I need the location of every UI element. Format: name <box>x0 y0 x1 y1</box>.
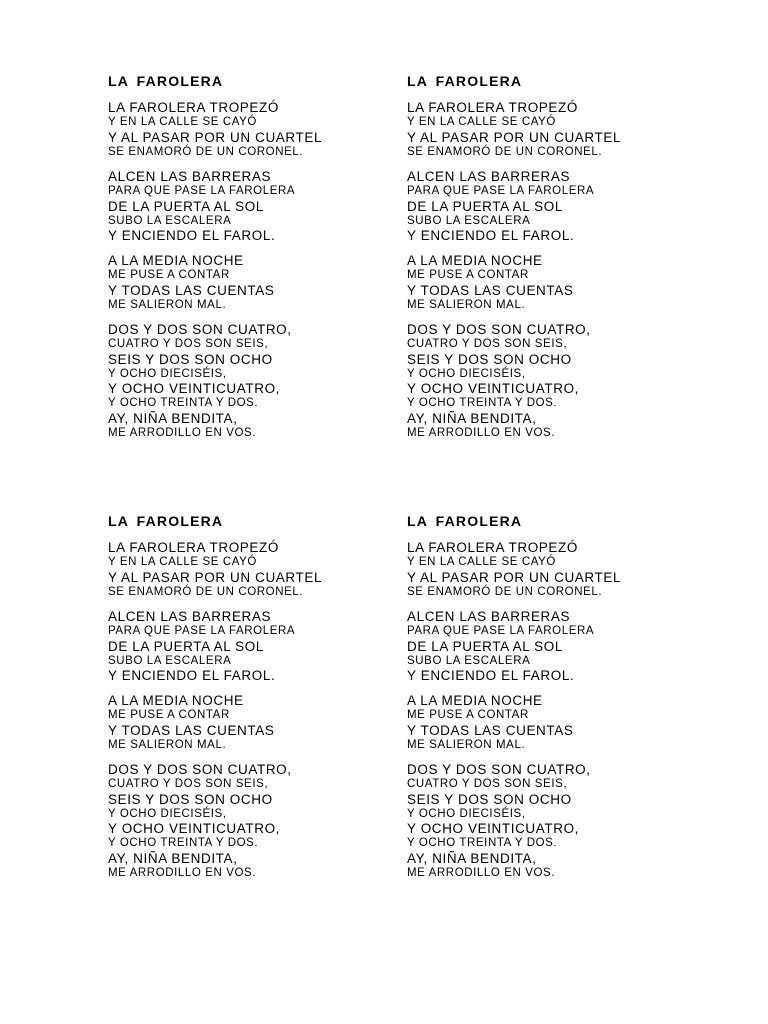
poem-title: LA FAROLERA <box>407 513 523 529</box>
stanza <box>108 540 408 599</box>
poem-line: A LA MEDIA NOCHE <box>108 253 244 268</box>
poem-line: LA FAROLERA TROPEZÓ <box>108 540 279 555</box>
stanza <box>108 322 408 440</box>
poem-line: Y AL PASAR POR UN CUARTEL <box>108 129 323 145</box>
poem-line: Y TODAS LAS CUENTAS <box>407 722 574 738</box>
poem-line: ME PUSE A CONTAR <box>108 709 230 721</box>
poem-line: SUBO LA ESCALERA <box>407 214 531 227</box>
poem-line: Y OCHO VEINTICUATRO, <box>407 381 580 396</box>
poem-line: SE ENAMORÓ DE UN CORONEL. <box>407 585 603 598</box>
poem-line: CUATRO Y DOS SON SEIS, <box>108 778 269 790</box>
poem-line: A LA MEDIA NOCHE <box>407 253 543 268</box>
poem-line: Y ENCIENDO EL FAROL. <box>407 228 575 243</box>
poem-line: PARA QUE PASE LA FAROLERA <box>108 625 296 637</box>
poem-line: SE ENAMORÓ DE UN CORONEL. <box>108 145 304 158</box>
poem-line: ME PUSE A CONTAR <box>407 269 529 281</box>
poem-line: DOS Y DOS SON CUATRO, <box>407 322 591 337</box>
poem-card <box>108 72 408 450</box>
poem-line: Y TODAS LAS CUENTAS <box>407 282 574 298</box>
poem-line: Y OCHO VEINTICUATRO, <box>108 821 281 836</box>
stanza <box>108 169 408 243</box>
poem-line: A LA MEDIA NOCHE <box>108 693 244 708</box>
poem-line: DOS Y DOS SON CUATRO, <box>108 762 292 777</box>
poem-line: Y OCHO DIECISÉIS, <box>407 807 526 820</box>
poem-line: LA FAROLERA TROPEZÓ <box>407 100 578 115</box>
poem-line: ALCEN LAS BARRERAS <box>108 169 272 184</box>
poem-line: ME SALIERON MAL. <box>407 298 526 311</box>
poem-line: Y OCHO TREINTA Y DOS. <box>407 837 558 849</box>
poem-line: Y ENCIENDO EL FAROL. <box>108 228 276 243</box>
poem-line: Y TODAS LAS CUENTAS <box>108 282 275 298</box>
poem-line: ME SALIERON MAL. <box>108 738 227 751</box>
poem-line: ME SALIERON MAL. <box>108 298 227 311</box>
poem-line: Y OCHO VEINTICUATRO, <box>407 821 580 836</box>
poem-line: SEIS Y DOS SON OCHO <box>407 351 572 367</box>
poem-line: ME PUSE A CONTAR <box>108 269 230 281</box>
poem-card <box>407 512 707 890</box>
poem-line: ME SALIERON MAL. <box>407 738 526 751</box>
poem-line: SUBO LA ESCALERA <box>407 654 531 667</box>
poem-line: LA FAROLERA TROPEZÓ <box>108 100 279 115</box>
stanza <box>407 322 707 440</box>
poem-line: Y EN LA CALLE SE CAYÓ <box>407 556 556 568</box>
poem-line: AY, NIÑA BENDITA, <box>407 410 537 426</box>
poem-line: DE LA PUERTA AL SOL <box>407 198 563 214</box>
stanza <box>407 693 707 752</box>
stanza <box>407 540 707 599</box>
stanza <box>108 693 408 752</box>
stanza <box>108 762 408 880</box>
poem-line: Y AL PASAR POR UN CUARTEL <box>407 129 622 145</box>
poem-title: LA FAROLERA <box>407 73 523 89</box>
poem-line: AY, NIÑA BENDITA, <box>108 850 238 866</box>
poem-line: ME PUSE A CONTAR <box>407 709 529 721</box>
poem-line: Y ENCIENDO EL FAROL. <box>108 668 276 683</box>
stanza <box>407 609 707 683</box>
poem-line: SEIS Y DOS SON OCHO <box>108 791 273 807</box>
poem-line: Y OCHO DIECISÉIS, <box>407 367 526 380</box>
poem-line: SE ENAMORÓ DE UN CORONEL. <box>407 145 603 158</box>
poem-line: ME ARRODILLO EN VOS. <box>407 866 556 879</box>
poem-line: Y TODAS LAS CUENTAS <box>108 722 275 738</box>
poem-line: Y ENCIENDO EL FAROL. <box>407 668 575 683</box>
poem-title: LA FAROLERA <box>108 513 224 529</box>
poem-line: DOS Y DOS SON CUATRO, <box>407 762 591 777</box>
poem-line: ME ARRODILLO EN VOS. <box>407 426 556 439</box>
poem-line: ALCEN LAS BARRERAS <box>108 609 272 624</box>
poem-card <box>407 72 707 450</box>
stanza <box>407 253 707 312</box>
poem-line: ME ARRODILLO EN VOS. <box>108 426 257 439</box>
poem-line: Y OCHO DIECISÉIS, <box>108 807 227 820</box>
poem-line: Y AL PASAR POR UN CUARTEL <box>407 569 622 585</box>
poem-line: Y OCHO TREINTA Y DOS. <box>108 837 259 849</box>
stanza <box>407 169 707 243</box>
poem-line: ALCEN LAS BARRERAS <box>407 169 571 184</box>
poem-line: DE LA PUERTA AL SOL <box>407 638 563 654</box>
stanza <box>407 100 707 159</box>
poem-line: CUATRO Y DOS SON SEIS, <box>108 338 269 350</box>
stanza <box>108 100 408 159</box>
poem-line: Y EN LA CALLE SE CAYÓ <box>108 116 257 128</box>
poem-line: ALCEN LAS BARRERAS <box>407 609 571 624</box>
poem-line: SE ENAMORÓ DE UN CORONEL. <box>108 585 304 598</box>
stanza <box>407 762 707 880</box>
poem-line: PARA QUE PASE LA FAROLERA <box>108 185 296 197</box>
stanza <box>108 609 408 683</box>
poem-card <box>108 512 408 890</box>
poem-line: Y EN LA CALLE SE CAYÓ <box>108 556 257 568</box>
poem-line: PARA QUE PASE LA FAROLERA <box>407 625 595 637</box>
poem-line: AY, NIÑA BENDITA, <box>108 410 238 426</box>
poem-line: CUATRO Y DOS SON SEIS, <box>407 338 568 350</box>
poem-line: AY, NIÑA BENDITA, <box>407 850 537 866</box>
poem-line: CUATRO Y DOS SON SEIS, <box>407 778 568 790</box>
poem-line: PARA QUE PASE LA FAROLERA <box>407 185 595 197</box>
poem-line: ME ARRODILLO EN VOS. <box>108 866 257 879</box>
poem-line: Y OCHO VEINTICUATRO, <box>108 381 281 396</box>
poem-line: Y OCHO TREINTA Y DOS. <box>407 397 558 409</box>
poem-line: DE LA PUERTA AL SOL <box>108 198 264 214</box>
poem-line: A LA MEDIA NOCHE <box>407 693 543 708</box>
poem-line: SEIS Y DOS SON OCHO <box>108 351 273 367</box>
poem-line: Y EN LA CALLE SE CAYÓ <box>407 116 556 128</box>
poem-line: Y OCHO DIECISÉIS, <box>108 367 227 380</box>
poem-line: SUBO LA ESCALERA <box>108 214 232 227</box>
stanza <box>108 253 408 312</box>
poem-line: SEIS Y DOS SON OCHO <box>407 791 572 807</box>
poem-line: DOS Y DOS SON CUATRO, <box>108 322 292 337</box>
poem-line: Y AL PASAR POR UN CUARTEL <box>108 569 323 585</box>
poem-line: DE LA PUERTA AL SOL <box>108 638 264 654</box>
poem-line: LA FAROLERA TROPEZÓ <box>407 540 578 555</box>
poem-line: Y OCHO TREINTA Y DOS. <box>108 397 259 409</box>
poem-title: LA FAROLERA <box>108 73 224 89</box>
poem-line: SUBO LA ESCALERA <box>108 654 232 667</box>
